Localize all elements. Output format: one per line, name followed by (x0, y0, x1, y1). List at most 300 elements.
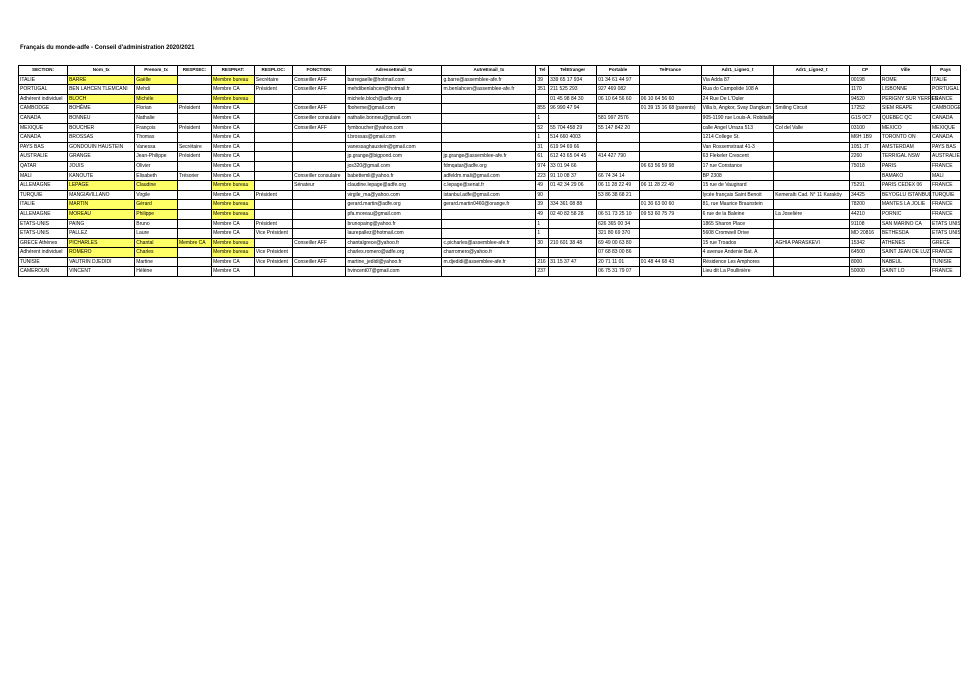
table-cell: VAUTRIN DJEDIDI (68, 257, 135, 267)
table-cell: 1214 College St. (701, 133, 774, 143)
table-cell (177, 133, 211, 143)
table-cell: PAING (68, 219, 135, 229)
table-cell (597, 142, 640, 152)
table-cell: charles.romero@adfe.org (346, 248, 442, 258)
table-cell: Via Adda 87 (701, 75, 774, 85)
table-cell: 01 42 34 29 06 (549, 181, 597, 191)
table-cell: GONDOUIN HAUSTEIN (68, 142, 135, 152)
table-cell: charromero@yahoo.fr (442, 248, 536, 258)
table-cell: CAMBODGE (19, 104, 68, 114)
table-cell: PORNIC (880, 209, 930, 219)
table-cell (442, 123, 536, 133)
table-cell (254, 161, 292, 171)
table-cell: 94520 (849, 94, 880, 104)
table-cell: ETATS-UNIS (19, 219, 68, 229)
table-cell: PALLEZ (68, 229, 135, 239)
table-cell: ATHENES (880, 238, 930, 248)
table-cell: 53 86 38 68 21 (597, 190, 640, 200)
table-cell: pfa.moreau@gmail.com (346, 209, 442, 219)
table-cell: GRECE Athènes (19, 238, 68, 248)
table-cell: fymboucher@yahoo.com (346, 123, 442, 133)
table-cell: La Joselière (774, 209, 850, 219)
table-cell (293, 94, 346, 104)
table-cell: Président (254, 85, 292, 95)
table-cell (442, 267, 536, 277)
table-cell: 06 51 73 25 10 (597, 209, 640, 219)
table-cell: 33 01 94 66 (549, 161, 597, 171)
column-header: Nom_tx (68, 66, 135, 76)
table-cell: Membre bureau (212, 94, 255, 104)
table-cell: 619 94 69 66 (549, 142, 597, 152)
column-header: Prenom_tx (135, 66, 178, 76)
table-row (19, 257, 961, 267)
table-row (19, 200, 961, 210)
table-cell: Président (254, 219, 292, 229)
column-header: CP (849, 66, 880, 76)
table-cell: 612 43 65 04 45 (549, 152, 597, 162)
table-cell: 55 704 458 29 (549, 123, 597, 133)
table-cell: 34425 (849, 190, 880, 200)
table-row (19, 113, 961, 123)
table-cell: babettemli@yahoo.fr (346, 171, 442, 181)
table-cell: michele.bloch@adfe.org (346, 94, 442, 104)
table-cell: CAMBODGE (931, 104, 961, 114)
table-cell: 63 Flekeler Crescent (701, 152, 774, 162)
table-cell (254, 238, 292, 248)
table-cell: lycée français Saint Benoit (701, 190, 774, 200)
table-cell: Président (177, 104, 211, 114)
table-cell: LEPAGE (68, 181, 135, 191)
table-cell: 02 40 82 58 28 (549, 209, 597, 219)
table-cell: TERRIGAL NSW (880, 152, 930, 162)
table-cell: FRANCE (931, 248, 961, 258)
table-cell: PARIS CEDEX 06 (880, 181, 930, 191)
table-cell: 06 10 64 56 60 (597, 94, 640, 104)
table-cell (254, 152, 292, 162)
table-row (19, 123, 961, 133)
table-cell (639, 152, 701, 162)
table-cell: 81, rue Maurice Braunstein (701, 200, 774, 210)
table-cell: BEN LAHCEN TLEMCANI (68, 85, 135, 95)
table-cell (177, 190, 211, 200)
table-cell: Secrétaire (254, 75, 292, 85)
table-row (19, 75, 961, 85)
table-cell: CANADA (19, 113, 68, 123)
table-cell (293, 229, 346, 239)
table-cell: gerard.martin0460@orange.fr (442, 200, 536, 210)
table-cell: Smiling Circuit (774, 104, 850, 114)
table-cell (442, 219, 536, 229)
table-cell: KANOUTE (68, 171, 135, 181)
table-cell: Membre CA (177, 238, 211, 248)
table-cell: m.djedidi@assemblee-afe.fr (442, 257, 536, 267)
table-cell: virgile_ma@yahoo.com (346, 190, 442, 200)
table-cell: 55 147 842 20 (597, 123, 640, 133)
table-cell: TUNISIE (931, 257, 961, 267)
table-cell (442, 113, 536, 123)
table-cell: Villa b, Angkor, Svay Dangkum (701, 104, 774, 114)
table-cell: BLOCH (68, 94, 135, 104)
table-cell (442, 104, 536, 114)
table-cell: 927 469 082 (597, 85, 640, 95)
table-cell (293, 200, 346, 210)
table-cell: MEXICO (880, 123, 930, 133)
table-cell: 1 (536, 113, 549, 123)
table-cell: t.brossas@gmail.com (346, 133, 442, 143)
table-cell: 1 (536, 133, 549, 143)
table-cell: BROSSAS (68, 133, 135, 143)
table-cell: adfeldm.mali@gmail.com (442, 171, 536, 181)
column-header: FONCTION: (293, 66, 346, 76)
table-row (19, 133, 961, 143)
table-cell: François (135, 123, 178, 133)
table-cell: 75018 (849, 161, 880, 171)
table-cell: FRANCE (931, 161, 961, 171)
table-cell: SAINT LO (880, 267, 930, 277)
column-header: Adr1_Ligne2_t (774, 66, 850, 76)
table-cell: BEYOGLU ISTANBUL (880, 190, 930, 200)
table-cell: 626 365 00 34 (597, 219, 640, 229)
table-cell (442, 229, 536, 239)
table-cell: 8000 (849, 257, 880, 267)
table-cell: BOHÊME (68, 104, 135, 114)
table-cell (774, 85, 850, 95)
table-cell: Michèle (135, 94, 178, 104)
table-cell: TORONTO ON (880, 133, 930, 143)
table-cell (293, 209, 346, 219)
table-cell: 39 (536, 200, 549, 210)
table-cell: 17 rue Constance (701, 161, 774, 171)
table-cell: 69 49 00 63 80 (597, 238, 640, 248)
table-cell (597, 133, 640, 143)
table-cell: Membre bureau (212, 181, 255, 191)
table-cell: PORTUGAL (931, 85, 961, 95)
table-cell: 91 10 08 37 (549, 171, 597, 181)
table-cell: barregaelle@hotmail.com (346, 75, 442, 85)
table-cell: 06 10 64 56 60 (639, 94, 701, 104)
table-cell (639, 171, 701, 181)
table-cell: AUSTRALIE (19, 152, 68, 162)
table-cell: 974 (536, 161, 549, 171)
column-header: Portable (597, 66, 640, 76)
table-cell (293, 267, 346, 277)
table-cell: claudine.lepage@adfe.org (346, 181, 442, 191)
table-cell: BARRE (68, 75, 135, 85)
table-cell (177, 267, 211, 277)
column-header: Adr1_Ligne1_t (701, 66, 774, 76)
table-cell (639, 190, 701, 200)
table-cell (639, 267, 701, 277)
table-cell: Vice Président (254, 257, 292, 267)
table-cell: LISBONNE (880, 85, 930, 95)
table-cell: Membre CA (212, 142, 255, 152)
table-cell: Lieu dit La Poullinière (701, 267, 774, 277)
table-cell: MANTES LA JOLIE (880, 200, 930, 210)
column-header: Tel (536, 66, 549, 76)
table-cell: Membre bureau (212, 200, 255, 210)
table-cell (254, 171, 292, 181)
table-cell: 39 (536, 75, 549, 85)
column-header: AdresseEmail_tx (346, 66, 442, 76)
table-cell: 06 75 31 79 07 (597, 267, 640, 277)
table-cell: 75291 (849, 181, 880, 191)
table-cell (549, 113, 597, 123)
table-cell: 1865 Sharon Place (701, 219, 774, 229)
table-cell: CANADA (931, 133, 961, 143)
table-row (19, 219, 961, 229)
table-cell (774, 219, 850, 229)
table-cell (177, 181, 211, 191)
table-cell: FRANCE (931, 94, 961, 104)
table-cell: ROME (880, 75, 930, 85)
table-cell: BP 2308 (701, 171, 774, 181)
table-cell (254, 133, 292, 143)
table-cell: 91108 (849, 219, 880, 229)
table-cell (254, 123, 292, 133)
table-cell (597, 200, 640, 210)
column-header: TelFrance (639, 66, 701, 76)
table-cell: Col del Valle (774, 123, 850, 133)
table-cell (254, 94, 292, 104)
table-cell: MALI (931, 171, 961, 181)
table-cell: vanessaghaustein@gmail.com (346, 142, 442, 152)
table-cell: Membre CA (212, 219, 255, 229)
table-cell (774, 181, 850, 191)
table-cell: Conseiller AFF (293, 85, 346, 95)
table-cell: Membre bureau (212, 248, 255, 258)
table-cell: 210 601 38 48 (549, 238, 597, 248)
table-cell: 211 525 293 (549, 85, 597, 95)
table-cell: TURQUIE (19, 190, 68, 200)
table-cell: MD 20816 (849, 229, 880, 239)
table-cell: Laure (135, 229, 178, 239)
table-cell: FRANCE (931, 267, 961, 277)
table-cell: Vanessa (135, 142, 178, 152)
table-cell: 06 11 28 22 49 (639, 181, 701, 191)
table-cell: Philippe (135, 209, 178, 219)
table-cell: Mehdi (135, 85, 178, 95)
table-cell: 44210 (849, 209, 880, 219)
table-cell: Résidence Les Amphores (701, 257, 774, 267)
table-cell: c.picharles@assemblee-afe.fr (442, 238, 536, 248)
table-cell: QATAR (19, 161, 68, 171)
table-cell (254, 142, 292, 152)
table-cell: BONNEU (68, 113, 135, 123)
table-cell (536, 248, 549, 258)
table-cell: 01 34 61 44 97 (597, 75, 640, 85)
table-cell: Président (177, 152, 211, 162)
table-cell: JOUIS (68, 161, 135, 171)
table-cell (774, 133, 850, 143)
table-cell: martine_jedidi@yahoo.fr (346, 257, 442, 267)
table-cell: Membre bureau (212, 75, 255, 85)
table-cell: 1051 JT (849, 142, 880, 152)
table-cell: 01 45 98 84 30 (549, 94, 597, 104)
table-cell: PORTUGAL (19, 85, 68, 95)
table-cell (597, 104, 640, 114)
table-cell: 03100 (849, 123, 880, 133)
table-cell: 351 (536, 85, 549, 95)
table-cell (639, 219, 701, 229)
table-cell: calle Angel Urraza 513 (701, 123, 774, 133)
table-cell (177, 209, 211, 219)
table-cell: Membre CA (212, 133, 255, 143)
table-cell (774, 152, 850, 162)
table-cell: Membre CA (212, 104, 255, 114)
table-cell (442, 94, 536, 104)
table-cell: Sénateur (293, 181, 346, 191)
table-cell: 414 427 790 (597, 152, 640, 162)
table-cell: 514 660 4003 (549, 133, 597, 143)
table-cell: 5608 Cromwell Drive (701, 229, 774, 239)
table-cell (639, 113, 701, 123)
table-cell: 24 Rue De L'Ouler (701, 94, 774, 104)
table-cell: NABEUL (880, 257, 930, 267)
table-cell: 06 63 56 59 98 (639, 161, 701, 171)
table-row (19, 85, 961, 95)
table-cell (639, 133, 701, 143)
table-cell (774, 229, 850, 239)
table-cell (774, 75, 850, 85)
table-cell: Membre CA (212, 171, 255, 181)
table-cell: Hélène (135, 267, 178, 277)
table-row (19, 248, 961, 258)
table-cell (293, 152, 346, 162)
table-cell (597, 161, 640, 171)
table-cell: AUSTRALIE (931, 152, 961, 162)
table-cell: Bruno (135, 219, 178, 229)
table-cell: chantalgrece@yahoo.fr (346, 238, 442, 248)
column-header: RESPSEC: (177, 66, 211, 76)
table-cell: Kemeraltı Cad. N° 11 Karaköy (774, 190, 850, 200)
table-cell: CAMEROUN (19, 267, 68, 277)
table-cell: Martine (135, 257, 178, 267)
table-cell: Jean-Philippe (135, 152, 178, 162)
table-cell: Membre CA (212, 152, 255, 162)
table-row (19, 209, 961, 219)
table-cell: 1 (536, 229, 549, 239)
table-cell: Conseiller consulaire (293, 171, 346, 181)
table-cell (177, 75, 211, 85)
column-header: TelEtranger (549, 66, 597, 76)
table-cell: Adhérent individuel (19, 94, 68, 104)
table-cell (639, 75, 701, 85)
table-cell: fboheme@gmail.com (346, 104, 442, 114)
header-row (19, 66, 961, 76)
table-cell: MANGIAVILLANO (68, 190, 135, 200)
table-cell: 01 48 44 68 43 (639, 257, 701, 267)
table-row (19, 142, 961, 152)
table-cell: 52 (536, 123, 549, 133)
table-cell: FRANCE (931, 209, 961, 219)
table-row (19, 161, 961, 171)
table-cell: Conseiller AFF (293, 104, 346, 114)
table-cell (549, 248, 597, 258)
table-cell: FRANCE (931, 200, 961, 210)
table-cell: 50000 (849, 267, 880, 277)
table-cell: Vice Président (254, 248, 292, 258)
table-cell: 2260 (849, 152, 880, 162)
table-cell (774, 267, 850, 277)
table-row (19, 238, 961, 248)
table-cell: Charles (135, 248, 178, 258)
column-header: SECTION: (19, 66, 68, 76)
table-cell (254, 267, 292, 277)
table-cell: 96 990 47 94 (549, 104, 597, 114)
table-cell: Membre bureau (212, 209, 255, 219)
table-cell: CANADA (19, 133, 68, 143)
table-cell: 20 71 11 01 (597, 257, 640, 267)
table-cell: jp.grange@bigpond.com (346, 152, 442, 162)
board-members-table (18, 65, 961, 277)
column-header: Pays (931, 66, 961, 76)
table-cell (774, 94, 850, 104)
table-cell: Chantal (135, 238, 178, 248)
table-cell (774, 142, 850, 152)
table-cell: Gaëlle (135, 75, 178, 85)
table-cell: g.barre@assemblee-afe.fr (442, 75, 536, 85)
table-cell: Vice Président (254, 229, 292, 239)
table-cell: AGHIA PARASKEVI (774, 238, 850, 248)
table-cell: Gérard (135, 200, 178, 210)
table-cell: Virgile (135, 190, 178, 200)
table-cell: fdmqatar@adfe.org (442, 161, 536, 171)
table-cell (639, 123, 701, 133)
table-cell: 64500 (849, 248, 880, 258)
table-row (19, 190, 961, 200)
table-cell: 61 (536, 152, 549, 162)
table-cell: 334 361 08 88 (549, 200, 597, 210)
table-cell (177, 85, 211, 95)
table-cell: 09 53 60 75 79 (639, 209, 701, 219)
table-cell: SIEM REAPE (880, 104, 930, 114)
table-cell: ALLEMAGNE (19, 209, 68, 219)
table-cell: ETATS UNIS (931, 229, 961, 239)
table-cell: Membre CA (212, 161, 255, 171)
table-cell: Nathalie (135, 113, 178, 123)
table-cell: Conseiller AFF (293, 123, 346, 133)
table-cell: 855 (536, 104, 549, 114)
table-cell: 31 15 37 47 (549, 257, 597, 267)
table-cell: 339 65 17 934 (549, 75, 597, 85)
table-cell: ITALIE (19, 75, 68, 85)
table-cell (549, 229, 597, 239)
table-cell: Adhérent individuel (19, 248, 68, 258)
table-cell (254, 181, 292, 191)
table-cell: Conseiller AFF (293, 75, 346, 85)
table-cell: ALLEMAGNE (19, 181, 68, 191)
table-cell: Président (177, 123, 211, 133)
table-cell (177, 113, 211, 123)
table-cell (254, 209, 292, 219)
table-cell (293, 219, 346, 229)
table-cell: GRANGE (68, 152, 135, 162)
table-cell: m.benlahcen@assemblee-afe.fr (442, 85, 536, 95)
table-cell: 06 11 28 22 49 (597, 181, 640, 191)
table-cell: Membre CA (212, 123, 255, 133)
table-cell (177, 219, 211, 229)
document-title: Français du monde-adfe - Conseil d'administration 2020/2021 (20, 45, 195, 51)
table-cell: AMSTERDAM (880, 142, 930, 152)
table-cell (177, 257, 211, 267)
table-cell (254, 113, 292, 123)
table-row (19, 229, 961, 239)
table-cell: Van Rossemstraat 41-3 (701, 142, 774, 152)
table-cell: hvincent07@gmail.com (346, 267, 442, 277)
table-cell: 66 74 34 14 (597, 171, 640, 181)
table-cell: GRECE (931, 238, 961, 248)
table-cell: Conseiller AFF (293, 238, 346, 248)
